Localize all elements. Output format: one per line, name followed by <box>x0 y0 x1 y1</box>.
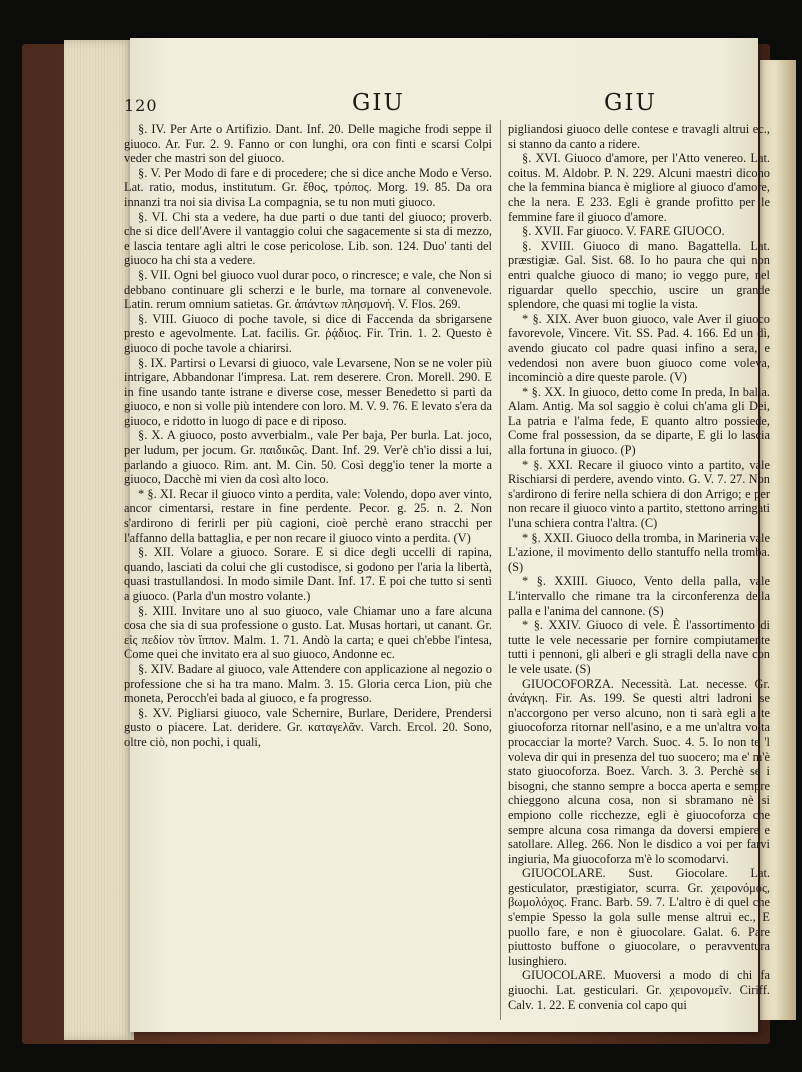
entry-paragraph: §. XVII. Far giuoco. V. FARE GIUOCO. <box>522 224 725 239</box>
page-number: 120 <box>124 96 158 115</box>
entry-paragraph: * §. XXIV. Giuoco di vele. È l'assortimento di tutte le vele necessarie per fornire compiutamente tutti i pennoni, gli alberi e gli stragli della nave con le vele usate. (S) <box>508 618 770 676</box>
entry-paragraph: GIUOCOFORZA. Necessità. Lat. necesse. Gr. ἀνάγκη. Fir. As. 199. Se questi altri ladroni se n'accorgono per verso alcuno, non ti sarà egli a te giuocoforza ritornar nell'asino, e a me un'altra volta procacciar la morte? Varch. Suoc. 4. 5. Io non te 'l voleva dir qui in presenza del tuo suocero; ma e' m'è stato giuocoforza. Boez. Varch. 3. 3. Perchè se i bisogni, che stanno sempre a bocca aperta e sempre chieggono alcuna cosa, non si sbramano nè si empiono colle ricchezze, egli è giuocoforza che sempre alcuna cosa rimanga da doversi empiere e satollare. Alleg. 266. Non le disdico a voi per farvi ingiuria, Ma giuocoforza m'è lo scomodarvi. <box>508 676 770 866</box>
entry-paragraph: * §. XIX. Aver buon giuoco, vale Aver il giuoco favorevole, Vincere. Vit. SS. Pad. 4. 166. Ed un dì, avendo giucato col padre quasi infino a sera, e vedendosi non avere buon giuoco come voleva, incominciò a dire queste parole. (V) <box>508 311 770 385</box>
entry-paragraph: GIUOCOLARE. Sust. Giocolare. Lat. gesticulator, præstigiator, scurra. Gr. χειρονόμος, βωμολόχος. Franc. Barb. 59. 7. L'altro è di quel che s'empie Spesso la gola sulle mense altrui ec., E puollo fare, e non è giuocolare. Galat. 6. Pare piuttosto buffone o giuocolare, o peravventura lusinghiero. <box>508 866 770 968</box>
entry-paragraph: * §. XI. Recar il giuoco vinto a perdita, vale: Volendo, dopo aver vinto, ancor cimentarsi, restare in fine perdente. Pecor. g. 25. n. 2. Non s'ardirono di ferirli per più cagioni, cioè perchè erano stracchi per l'affanno della battaglia, e per non recare il giuoco vinto a perdita. (V) <box>124 486 492 545</box>
entry-paragraph: pigliandosi giuoco delle contese e travagli altrui ec., si stanno da canto a ridere. <box>508 122 770 151</box>
entry-paragraph: §. VI. Chi sta a vedere, ha due parti o due tanti del giuoco; proverb. che si dice dell'Avere il vantaggio colui che sagacemente si sta di mezzo, e lascia tentare agli altri le cose pericolose. Lib. son. 124. Duo' tanti del giuoco ha chi sta a vedere. <box>124 209 492 268</box>
entry-paragraph: §. XVI. Giuoco d'amore, per l'Atto venereo. Lat. coitus. M. Aldobr. P. N. 229. Alcuni maestri dicono che la femmina bianca è migliore al giuoco d'amore, che la nera. E 233. Egli è grande profitto per le femmine fare il giuoco d'amore. <box>508 151 770 224</box>
entry-paragraph: §. XIV. Badare al giuoco, vale Attendere con applicazione al negozio o professione che si ha tra mano. Malm. 3. 15. Gloria cerca Lion, più che moneta, Perocch'ei bada al giuoco, e fa progresso. <box>124 661 492 706</box>
entry-paragraph: §. X. A giuoco, posto avverbialm., vale Per baja, Per burla. Lat. joco, per ludum, per jocum. Gr. παιδικῶς. Dant. Inf. 29. Ver'è ch'io dissi a lui, parlando a giuoco. Rim. ant. M. Cin. 50. Così degg'io tener la morte a giuoco, Dacchè mi vien da così alto loco. <box>124 428 492 487</box>
left-column <box>124 122 492 1022</box>
entry-paragraph: * §. XXI. Recare il giuoco vinto a partito, vale Rischiarsi di perdere, avendo vinto. G. V. 7. 27. Non s'ardirono di ferire nella schiera di don Arrigo; e per non recare il giuoco vinto a partito, stettono arringati l'una schiera contra l'altra. (C) <box>508 457 770 531</box>
column-divider <box>500 120 501 1020</box>
entry-paragraph: §. VII. Ogni bel giuoco vuol durar poco, o rincresce; e vale, che Non si debbano continuare gli scherzi e le burle, ma tornare al convenevole. Latin. rerum omnium satietas. Gr. ἁπάντων πλησμονή. V. Flos. 269. <box>124 267 492 312</box>
page-header <box>130 94 758 124</box>
entry-paragraph: §. IX. Partirsi o Levarsi di giuoco, vale Levarsene, Non se ne voler più intrigare, Abbandonar l'impresa. Lat. rem deserere. Cron. Morell. 290. E in fine usando tante istrane e diverse cose, messer Benedetto si partì da giuoco, e non si volle più intendere con loro. M. V. 9. 76. E levato s'era da giuoco, e ridotto in luogo di pace e di riposo. <box>124 355 492 428</box>
entry-paragraph: * §. XXII. Giuoco della tromba, in Marineria vale L'azione, il movimento dello stantuffo nella tromba. (S) <box>508 530 770 574</box>
entry-paragraph: GIUOCOLARE. Muoversi a modo di chi fa giuochi. Lat. gesticulari. Gr. χειρονομεῖν. Ciriff. Calv. 1. 22. E convenia col capo qui <box>508 968 770 1012</box>
entry-paragraph: §. IV. Per Arte o Artifizio. Dant. Inf. 20. Delle magiche frodi seppe il giuoco. Ar. Fur. 2. 9. Fanno or con lunghi, ora con finti e scarsi Colpi veder che mastri son del giuoco. <box>124 122 492 166</box>
entry-paragraph: §. XVIII. Giuoco di mano. Bagattella. Lat. præstigiæ. Gal. Sist. 68. Io ho paura che qui non entri qualche giuoco di mano; io veggo pure, nel riguardar quello specchio, uscire un grande splendore, che quasi mi toglie la vista. <box>508 238 770 312</box>
left-running-head: GIU <box>352 90 405 116</box>
entry-paragraph: §. XII. Volare a giuoco. Sorare. E si dice degli uccelli di rapina, quando, lasciati da colui che gli custodisce, si godono per l'aria la libertà, quasi trastullandosi. In modo simile Dant. Inf. 17. E poi che tutto si sentì a giuoco. (Parla d'un mostro volante.) <box>124 545 492 603</box>
right-column <box>508 122 770 1022</box>
entry-paragraph: §. XV. Pigliarsi giuoco, vale Schernire, Burlare, Deridere, Prendersi gusto o piacere. Lat. deridere. Gr. καταγελᾶν. Varch. Ercol. 20. Sono, oltre ciò, non pochi, i quali, <box>124 705 492 749</box>
right-running-head: GIU <box>604 90 657 116</box>
entry-paragraph: §. V. Per Modo di fare e di procedere; che si dice anche Modo e Verso. Lat. ratio, modus, institutum. Gr. ἔθος, τρόπος. Morg. 19. 85. Da ora innanzi tra noi sia divisa La compagnia, se tu non muti giuoco. <box>124 165 492 209</box>
entry-paragraph: * §. XXIII. Giuoco, Vento della palla, vale L'intervallo che rimane tra la circonferenza della palla e l'anima del cannone. (S) <box>508 574 770 618</box>
entry-paragraph: §. XIII. Invitare uno al suo giuoco, vale Chiamar uno a fare alcuna cosa che sia di sua professione o gusto. Lat. Musas hortari, ut canant. Gr. εἰς πεδίον τὸν ἵππον. Malm. 1. 71. Andò la carta; e quei ch'ebbe l'intesa, Come quei che invitato era al suo giuoco, Andonne ec. <box>124 603 492 662</box>
entry-paragraph: §. VIII. Giuoco di poche tavole, si dice di Faccenda da sbrigarsene presto e agevolmente. Lat. facilis. Gr. ῥᾴδιος. Fir. Trin. 1. 2. Questo è giuoco di poche tavole a chiarirsi. <box>124 311 492 355</box>
entry-paragraph: * §. XX. In giuoco, detto come In preda, In balìa. Alam. Antig. Ma sol saggio è colui ch'ama gli Dei, La patria e l'alma fede, E quanto altro possiede, Come fral possession, da se diparte, E gli lo lascia alla fortuna in giuoco. (P) <box>508 384 770 458</box>
